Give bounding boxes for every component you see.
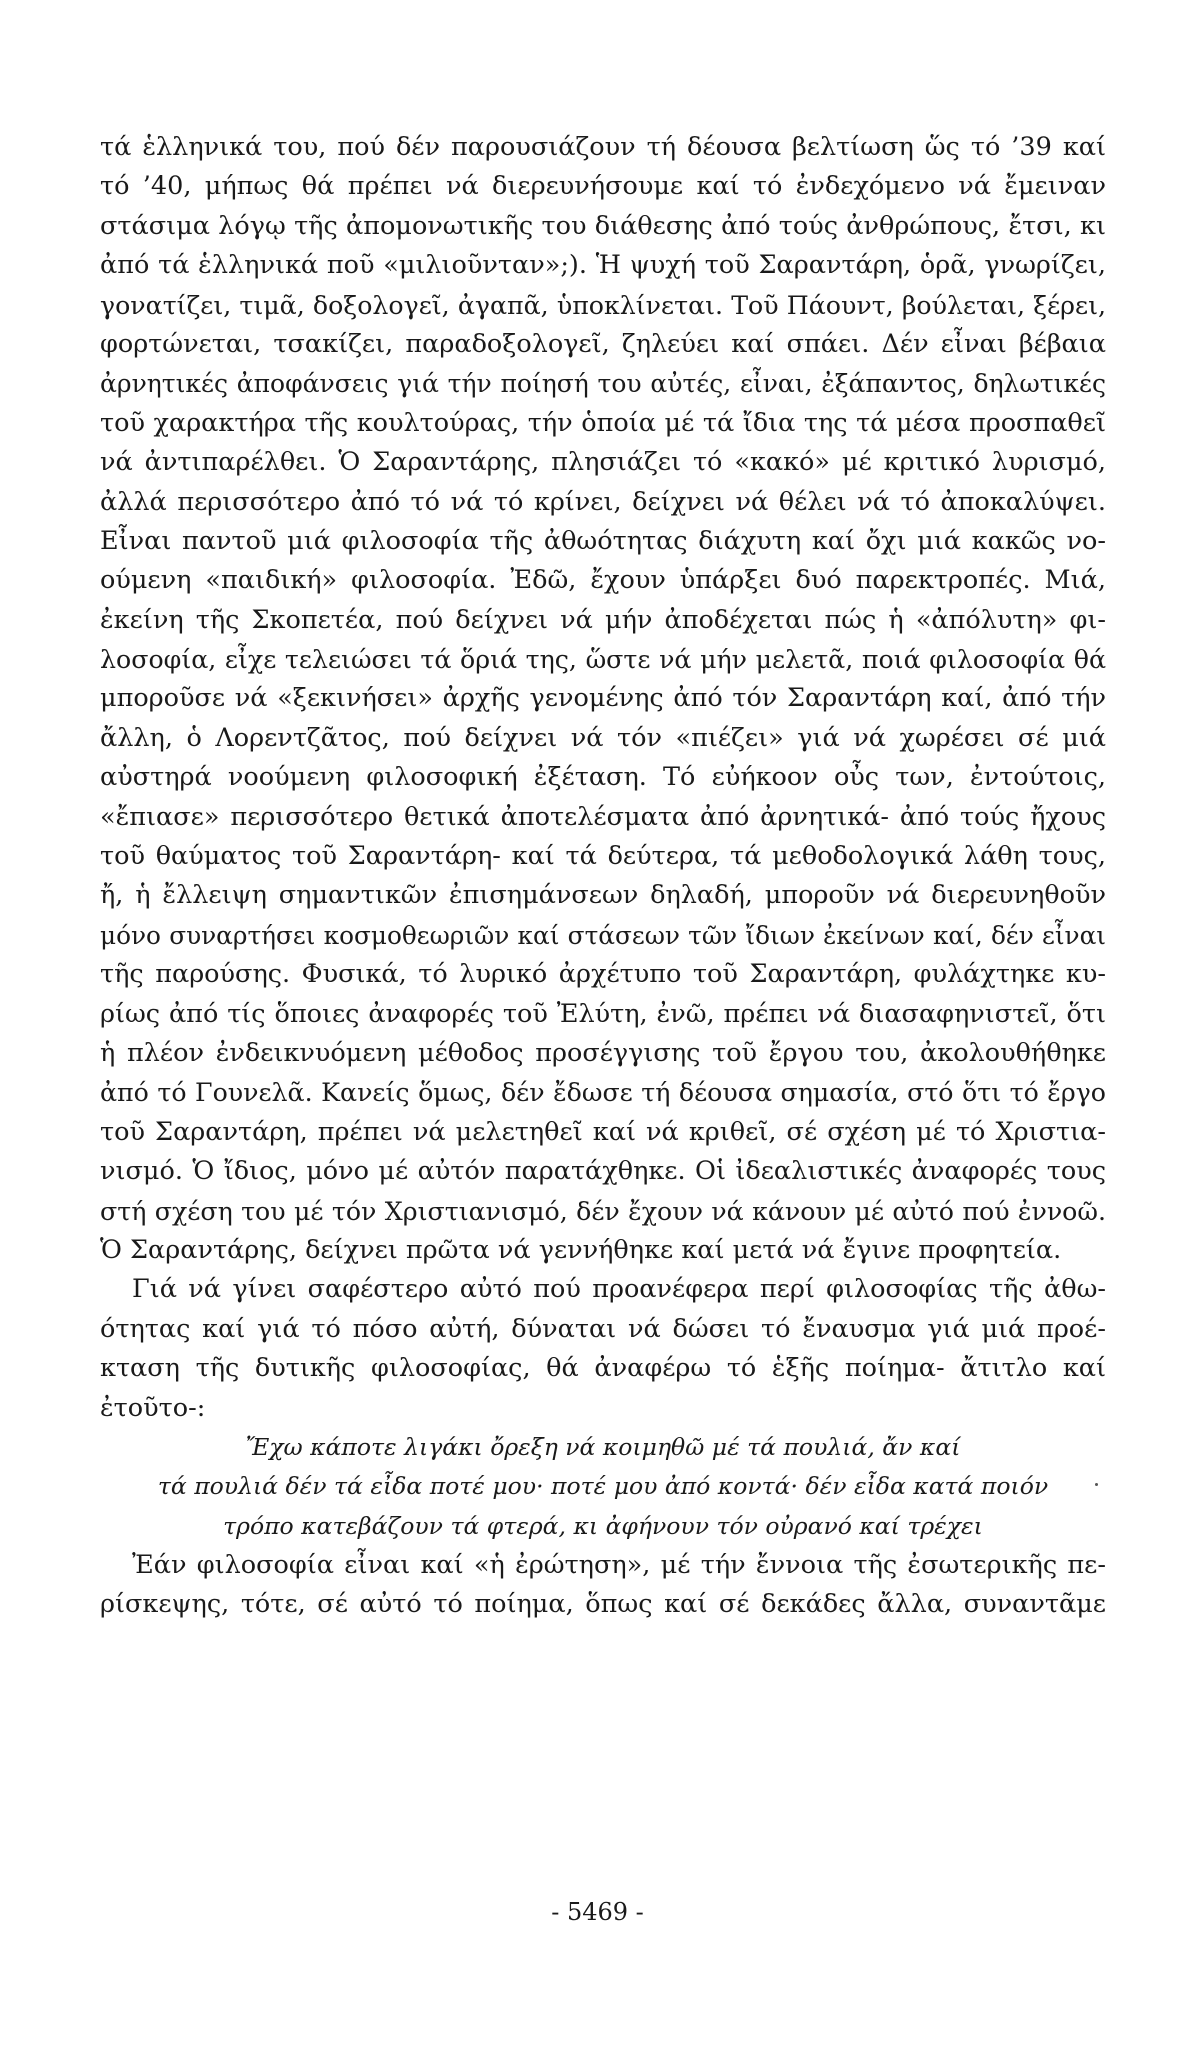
text-line: ἄλλη, ὁ Λορεντζᾶτος, πού δείχνει νά τόν «πιέζει» γιά νά χωρέσει σέ μιά xyxy=(100,722,1106,753)
text-line: ρίως ἀπό τίς ὅποιες ἀναφορές τοῦ Ἐλύτη, ἐνῶ, πρέπει νά διασαφηνιστεῖ, ὅτι xyxy=(100,998,1106,1029)
text-line: ἀπό τό Γουνελᾶ. Κανείς ὅμως, δέν ἔδωσε τή δέουσα σημασία, στό ὅτι τό ἔργο xyxy=(100,1078,1106,1108)
text-line: τῆς παρούσης. Φυσικά, τό λυρικό ἀρχέτυπο τοῦ Σαραντάρη, φυλάχτηκε κυ- xyxy=(100,959,1106,990)
text-line: τοῦ χαρακτήρα τῆς κουλτούρας, τήν ὁποία μέ τά ἴδια της τά μέσα προσπαθεῖ xyxy=(100,407,1106,438)
poem-quote xyxy=(100,1428,1106,1546)
poem-line: Ἔχω κάποτε λιγάκι ὄρεξη νά κοιμηθῶ μέ τά πουλιά, ἄν καί xyxy=(245,1432,961,1461)
text-line: Ὁ Σαραντάρης, δείχνει πρῶτα νά γεννήθηκε καί μετά νά ἔγινε προφητεία. xyxy=(100,1234,1062,1265)
text-line: Γιά νά γίνει σαφέστερο αὐτό πού προανέφερα περί φιλοσοφίας τῆς ἀθω- xyxy=(132,1274,1106,1305)
paragraph-3 xyxy=(100,1546,1106,1625)
text-line: ἡ πλέον ἐνδεικνυόμενη μέθοδος προσέγγισης τοῦ ἔργου του, ἀκολουθήθηκε xyxy=(100,1037,1106,1068)
text-line: φορτώνεται, τσακίζει, παραδοξολογεῖ, ζηλεύει καί σπάει. Δέν εἶναι βέβαια xyxy=(100,328,1106,359)
poem-line: τρόπο κατεβάζουν τά φτερά, κι ἀφήνουν τόν οὐρανό καί τρέχει xyxy=(223,1511,983,1540)
paragraph-2 xyxy=(100,1270,1106,1428)
page-number: - 5469 - xyxy=(551,1898,644,1926)
text-line: ἀλλά περισσότερο ἀπό τό νά τό κρίνει, δείχνει νά θέλει νά τό ἀποκαλύψει. xyxy=(100,486,1106,517)
text-line: «ἔπιασε» περισσότερο θετικά ἀποτελέσματα ἀπό ἀρνητικά- ἀπό τούς ἤχους xyxy=(100,801,1106,832)
text-line: νά ἀντιπαρέλθει. Ὁ Σαραντάρης, πλησιάζει τό «κακό» μέ κριτικό λυρισμό, xyxy=(100,447,1106,478)
text-line: στάσιμα λόγῳ τῆς ἀπομονωτικῆς του διάθεσης ἀπό τούς ἀνθρώπους, ἔτσι, κι xyxy=(100,210,1106,241)
text-line: Εἶναι παντοῦ μιά φιλοσοφία τῆς ἀθωότητας διάχυτη καί ὄχι μιά κακῶς νο- xyxy=(100,525,1106,556)
text-line: λοσοφία, εἶχε τελειώσει τά ὅριά της, ὥστε νά μήν μελετᾶ, ποιά φιλοσοφία θά xyxy=(100,645,1106,675)
text-line: ἐτοῦτο-: xyxy=(100,1392,206,1423)
paragraph-1 xyxy=(100,128,1106,1270)
page-body xyxy=(100,128,1106,1625)
text-line: ἤ, ἡ ἔλλειψη σημαντικῶν ἐπισημάνσεων δηλαδή, μποροῦν νά διερευνηθοῦν xyxy=(100,880,1106,911)
text-line: κταση τῆς δυτικῆς φιλοσοφίας, θά ἀναφέρω τό ἑξῆς ποίημα- ἄτιτλο καί xyxy=(100,1353,1106,1384)
text-line: ἀπό τά ἑλληνικά ποῦ «μιλιοῦνταν»;). Ἡ ψυχή τοῦ Σαραντάρη, ὁρᾶ, γνωρίζει, xyxy=(100,250,1106,281)
scan-speck xyxy=(1095,1483,1098,1486)
text-line: ούμενη «παιδική» φιλοσοφία. Ἐδῶ, ἔχουν ὑπάρξει δυό παρεκτροπές. Μιά, xyxy=(100,565,1106,596)
text-line: στή σχέση του μέ τόν Χριστιανισμό, δέν ἔχουν νά κάνουν μέ αὐτό πού ἐννοῶ. xyxy=(100,1196,1106,1226)
text-line: τά ἑλληνικά του, πού δέν παρουσιάζουν τή δέουσα βελτίωση ὥς τό ’39 καί xyxy=(100,132,1106,162)
text-line: τό ’40, μήπως θά πρέπει νά διερευνήσουμε καί τό ἐνδεχόμενο νά ἔμειναν xyxy=(100,171,1106,202)
text-line: τοῦ θαύματος τοῦ Σαραντάρη- καί τά δεύτερα, τά μεθοδολογικά λάθη τους, xyxy=(100,841,1106,872)
text-line: μποροῦσε νά «ξεκινήσει» ἀρχῆς γενομένης ἀπό τόν Σαραντάρη καί, ἀπό τήν xyxy=(100,683,1106,714)
text-line: ἀρνητικές ἀποφάνσεις γιά τήν ποίησή του αὐτές, εἶναι, ἐξάπαντος, δηλωτικές xyxy=(100,369,1106,399)
text-line: γονατίζει, τιμᾶ, δοξολογεῖ, ἀγαπᾶ, ὑποκλίνεται. Τοῦ Πάουντ, βούλεται, ξέρει, xyxy=(100,290,1106,320)
text-line: ἐκείνη τῆς Σκοπετέα, πού δείχνει νά μήν ἀποδέχεται πώς ἡ «ἀπόλυτη» φι- xyxy=(100,604,1106,635)
text-line: ότητας καί γιά τό πόσο αὐτή, δύναται νά δώσει τό ἔναυσμα γιά μιά προέ- xyxy=(100,1313,1106,1344)
text-line: νισμό. Ὁ ἴδιος, μόνο μέ αὐτόν παρατάχθηκε. Οἱ ἰδεαλιστικές ἀναφορές τους xyxy=(100,1156,1106,1187)
text-line: τοῦ Σαραντάρη, πρέπει νά μελετηθεῖ καί νά κριθεῖ, σέ σχέση μέ τό Χριστια- xyxy=(100,1116,1106,1147)
text-line: Ἐάν φιλοσοφία εἶναι καί «ἡ ἐρώτηση», μέ τήν ἔννοια τῆς ἐσωτερικῆς πε- xyxy=(132,1550,1106,1581)
poem-line: τά πουλιά δέν τά εἶδα ποτέ μου· ποτέ μου ἀπό κοντά· δέν εἶδα κατά ποιόν xyxy=(157,1472,1049,1501)
text-line: ρίσκεψης, τότε, σέ αὐτό τό ποίημα, ὅπως καί σέ δεκάδες ἄλλα, συναντᾶμε xyxy=(100,1589,1106,1620)
text-line: μόνο συναρτήσει κοσμοθεωριῶν καί στάσεων τῶν ἴδιων ἐκείνων καί, δέν εἶναι xyxy=(100,920,1106,950)
text-line: αὐστηρά νοούμενη φιλοσοφική ἐξέταση. Τό εὐήκοον οὖς των, ἐντούτοις, xyxy=(100,762,1106,793)
